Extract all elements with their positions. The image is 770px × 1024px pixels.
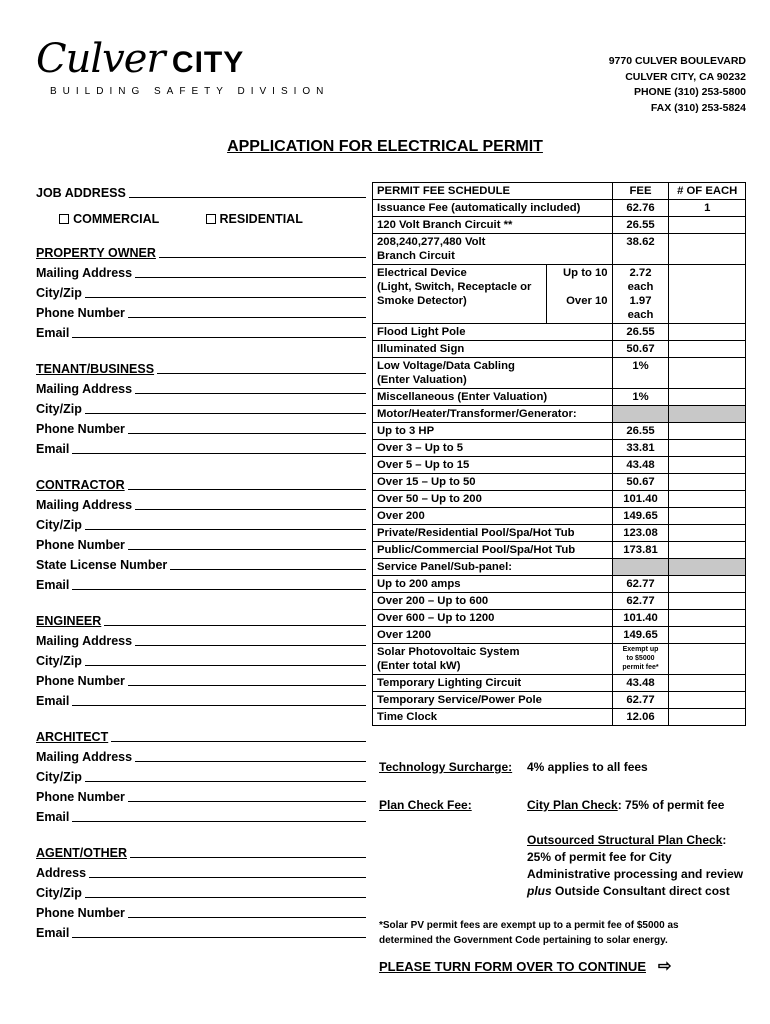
row-fee: 1% (612, 389, 669, 406)
row-fee: 43.48 (612, 457, 669, 474)
row-label: Over 600 – Up to 1200 (373, 610, 613, 627)
row-count[interactable] (669, 542, 746, 559)
input-line[interactable] (128, 536, 366, 550)
residential-checkbox[interactable] (206, 214, 216, 224)
field-label: Phone Number (36, 790, 125, 804)
row-count[interactable] (669, 341, 746, 358)
section-heading: TENANT/BUSINESS (36, 362, 155, 376)
section-heading-row (373, 406, 746, 423)
field-label: Phone Number (36, 306, 125, 320)
table-row (373, 324, 746, 341)
row-fee: 38.62 (612, 234, 669, 265)
section-heading-field[interactable] (36, 724, 366, 744)
input-line[interactable] (89, 864, 366, 878)
input-line[interactable] (128, 904, 366, 918)
solar-note-line: determined the Government Code pertaining to solar energy. (379, 935, 668, 946)
row-count[interactable] (669, 358, 746, 389)
form-field[interactable] (36, 416, 366, 436)
row-fee: 62.76 (612, 200, 669, 217)
form-field[interactable] (36, 648, 366, 668)
section-heading-field[interactable] (36, 840, 366, 860)
field-label: Mailing Address (36, 498, 133, 512)
device-tier-over: Over 10 (566, 295, 608, 307)
form-field[interactable] (36, 572, 366, 592)
table-row (373, 440, 746, 457)
header-schedule: PERMIT FEE SCHEDULE (373, 183, 613, 200)
address-line: FAX (310) 253-5824 (650, 101, 746, 114)
shaded-cell (612, 559, 669, 576)
row-count[interactable] (669, 627, 746, 644)
form-field[interactable] (36, 920, 366, 940)
form-field[interactable] (36, 880, 366, 900)
row-label: 120 Volt Branch Circuit ** (373, 217, 613, 234)
commercial-label: COMMERCIAL (73, 212, 160, 226)
row-label: Illuminated Sign (373, 341, 613, 358)
section-heading: AGENT/OTHER (36, 846, 127, 860)
form-field[interactable] (36, 376, 366, 396)
outsourced-colon: : (722, 833, 727, 847)
form-field[interactable] (36, 436, 366, 456)
row-count[interactable] (669, 675, 746, 692)
input-line[interactable] (135, 496, 366, 510)
table-row (373, 644, 746, 675)
section-heading: ARCHITECT (36, 730, 109, 744)
device-tiers (546, 265, 612, 324)
row-fee: 50.67 (612, 474, 669, 491)
row-label (373, 358, 613, 389)
outsourced-line: Outside Consultant direct cost (551, 884, 730, 898)
row-count[interactable] (669, 423, 746, 440)
address-line: 9770 CULVER BOULEVARD (608, 55, 746, 67)
row-label-line: 208,240,277,480 Volt (377, 236, 486, 248)
row-count[interactable]: 1 (669, 200, 746, 217)
contact-section (36, 240, 366, 340)
row-count[interactable] (669, 644, 746, 675)
row-label-line: Low Voltage/Data Cabling (377, 360, 515, 372)
field-label: Email (36, 694, 70, 708)
input-line[interactable] (72, 692, 366, 706)
table-row (373, 200, 746, 217)
row-label: Up to 3 HP (373, 423, 613, 440)
table-row (373, 576, 746, 593)
logo-city: CITY (171, 46, 245, 79)
input-line[interactable] (128, 304, 366, 318)
fee-unit: each (627, 281, 654, 293)
form-field[interactable] (36, 552, 366, 572)
field-label: Address (36, 866, 87, 880)
job-address-field[interactable] (36, 180, 366, 200)
row-fee: 62.77 (612, 576, 669, 593)
solar-note-line: *Solar PV permit fees are exempt up to a permit fee of $5000 as (379, 920, 679, 931)
row-label (373, 644, 613, 675)
field-label: City/Zip (36, 286, 82, 300)
table-header-row (373, 183, 746, 200)
field-label: Phone Number (36, 906, 125, 920)
row-count[interactable] (669, 265, 746, 324)
row-label: Over 3 – Up to 5 (373, 440, 613, 457)
row-label-line: (Light, Switch, Receptacle or (377, 281, 532, 293)
row-fee: 26.55 (612, 423, 669, 440)
row-fee (612, 265, 669, 324)
row-fee: 62.77 (612, 692, 669, 709)
row-count[interactable] (669, 440, 746, 457)
applicant-info-column (36, 180, 366, 940)
input-line[interactable] (130, 844, 366, 858)
row-label-line: (Enter Valuation) (377, 374, 467, 386)
form-field[interactable] (36, 804, 366, 824)
plan-check-label: Plan Check Fee: (379, 798, 472, 812)
table-row (373, 692, 746, 709)
tech-surcharge-label: Technology Surcharge: (379, 760, 513, 774)
row-label-line: Solar Photovoltaic System (377, 646, 520, 658)
row-count[interactable] (669, 474, 746, 491)
solar-footnote (379, 918, 749, 948)
form-field[interactable] (36, 764, 366, 784)
field-label: City/Zip (36, 402, 82, 416)
row-label: Up to 200 amps (373, 576, 613, 593)
row-fee: 33.81 (612, 440, 669, 457)
row-label: Flood Light Pole (373, 324, 613, 341)
input-line[interactable] (85, 884, 366, 898)
form-field[interactable] (36, 784, 366, 804)
row-label (373, 234, 613, 265)
city-plan-check-value: : 75% of permit fee (617, 798, 725, 812)
row-label-line: Smoke Detector) (377, 295, 467, 307)
right-arrow-icon: ⇨ (658, 958, 672, 975)
field-label: Mailing Address (36, 750, 133, 764)
input-line[interactable] (135, 264, 366, 278)
fee-value: 1.97 (629, 295, 652, 307)
table-row (373, 508, 746, 525)
section-heading: PROPERTY OWNER (36, 246, 156, 260)
field-label: Email (36, 810, 70, 824)
section-gap (36, 824, 366, 840)
row-count[interactable] (669, 709, 746, 726)
panel-heading: Service Panel/Sub-panel: (373, 559, 613, 576)
table-row (373, 474, 746, 491)
row-count[interactable] (669, 324, 746, 341)
turn-over-text: PLEASE TURN FORM OVER TO CONTINUE (379, 958, 646, 974)
header-count: # OF EACH (669, 183, 746, 200)
section-gap (36, 456, 366, 472)
row-label-line: (Enter total kW) (377, 660, 461, 672)
input-line[interactable] (157, 360, 366, 374)
turn-over-notice (379, 956, 749, 976)
field-label: Mailing Address (36, 382, 133, 396)
row-label: Over 15 – Up to 50 (373, 474, 613, 491)
row-label: Miscellaneous (Enter Valuation) (373, 389, 613, 406)
tech-surcharge-value: 4% applies to all fees (527, 760, 648, 774)
input-line[interactable] (159, 244, 366, 258)
row-fee: 12.06 (612, 709, 669, 726)
row-fee: 62.77 (612, 593, 669, 610)
fee-note: to $5000 (626, 655, 655, 662)
row-fee: 26.55 (612, 324, 669, 341)
form-field[interactable] (36, 512, 366, 532)
input-line[interactable] (72, 576, 366, 590)
row-count[interactable] (669, 457, 746, 474)
residential-option[interactable] (206, 212, 303, 226)
section-gap (36, 340, 366, 356)
form-field[interactable] (36, 900, 366, 920)
row-label (373, 265, 547, 324)
row-count[interactable] (669, 234, 746, 265)
input-line[interactable] (170, 556, 366, 570)
commercial-option[interactable] (59, 212, 159, 226)
row-count[interactable] (669, 692, 746, 709)
row-count[interactable] (669, 508, 746, 525)
field-label: Email (36, 442, 70, 456)
input-line[interactable] (85, 400, 366, 414)
property-type-row (36, 200, 366, 226)
row-fee: 1% (612, 358, 669, 389)
table-row (373, 709, 746, 726)
table-row (373, 675, 746, 692)
row-fee: 101.40 (612, 610, 669, 627)
table-row (373, 217, 746, 234)
fee-notes (379, 760, 749, 976)
job-address-label: JOB ADDRESS (36, 186, 126, 200)
row-label-line: Electrical Device (377, 267, 467, 279)
row-fee: 50.67 (612, 341, 669, 358)
input-line[interactable] (85, 768, 366, 782)
device-tier-upto: Up to 10 (563, 267, 608, 279)
row-count[interactable] (669, 491, 746, 508)
permit-fee-schedule (372, 182, 746, 726)
tech-surcharge (379, 760, 749, 798)
table-row (373, 525, 746, 542)
field-label: Phone Number (36, 674, 125, 688)
field-label: Phone Number (36, 538, 125, 552)
row-fee: 101.40 (612, 491, 669, 508)
row-fee: 149.65 (612, 508, 669, 525)
section-heading: CONTRACTOR (36, 478, 125, 492)
row-fee (612, 644, 669, 675)
input-line[interactable] (85, 652, 366, 666)
table-row (373, 542, 746, 559)
row-count[interactable] (669, 593, 746, 610)
section-gap (36, 592, 366, 608)
row-count[interactable] (669, 389, 746, 406)
address-block (609, 54, 746, 116)
row-label: Over 5 – Up to 15 (373, 457, 613, 474)
row-fee: 173.81 (612, 542, 669, 559)
outsourced-label: Outsourced Structural Plan Check (527, 833, 723, 847)
section-heading-row (373, 559, 746, 576)
fee-note: Exempt up (622, 646, 659, 653)
section-heading-field[interactable] (36, 472, 366, 492)
row-count[interactable] (669, 525, 746, 542)
row-label: Over 50 – Up to 200 (373, 491, 613, 508)
contact-section (36, 724, 366, 824)
field-label: City/Zip (36, 654, 82, 668)
outsourced-line: Administrative processing and review (527, 867, 744, 881)
logo-subtitle: BUILDING SAFETY DIVISION (50, 86, 330, 97)
job-address-line[interactable] (129, 184, 366, 198)
form-field[interactable] (36, 668, 366, 688)
fee-value: 2.72 (629, 267, 652, 279)
table-row (373, 358, 746, 389)
field-label: State License Number (36, 558, 168, 572)
outsourced-plan-check (527, 832, 749, 900)
table-row (373, 423, 746, 440)
input-line[interactable] (128, 420, 366, 434)
input-line[interactable] (72, 808, 366, 822)
contact-section (36, 608, 366, 708)
row-label: Over 1200 (373, 627, 613, 644)
row-label: Over 200 – Up to 600 (373, 593, 613, 610)
form-title: APPLICATION FOR ELECTRICAL PERMIT (227, 138, 543, 155)
form-field[interactable] (36, 300, 366, 320)
row-label: Time Clock (373, 709, 613, 726)
shaded-cell (669, 559, 746, 576)
row-label: Temporary Service/Power Pole (373, 692, 613, 709)
field-label: Mailing Address (36, 266, 133, 280)
form-field[interactable] (36, 280, 366, 300)
shaded-cell (612, 406, 669, 423)
row-count[interactable] (669, 610, 746, 627)
row-label-line: Branch Circuit (377, 250, 455, 262)
contact-section (36, 472, 366, 592)
input-line[interactable] (128, 476, 366, 490)
input-line[interactable] (72, 440, 366, 454)
fee-note: permit fee* (622, 664, 659, 671)
form-field[interactable] (36, 320, 366, 340)
form-field[interactable] (36, 744, 366, 764)
table-row (373, 234, 746, 265)
row-label: Public/Commercial Pool/Spa/Hot Tub (373, 542, 613, 559)
row-label: Temporary Lighting Circuit (373, 675, 613, 692)
input-line[interactable] (128, 788, 366, 802)
commercial-checkbox[interactable] (59, 214, 69, 224)
form-field[interactable] (36, 688, 366, 708)
field-label: Email (36, 926, 70, 940)
input-line[interactable] (135, 380, 366, 394)
table-row (373, 265, 746, 324)
shaded-cell (669, 406, 746, 423)
input-line[interactable] (72, 324, 366, 338)
form-field[interactable] (36, 492, 366, 512)
residential-label: RESIDENTIAL (219, 212, 303, 226)
field-label: City/Zip (36, 770, 82, 784)
row-label: Over 200 (373, 508, 613, 525)
table-row (373, 610, 746, 627)
row-label: Private/Residential Pool/Spa/Hot Tub (373, 525, 613, 542)
field-label: Phone Number (36, 422, 125, 436)
motor-heading: Motor/Heater/Transformer/Generator: (373, 406, 613, 423)
row-label: Issuance Fee (automatically included) (373, 200, 613, 217)
input-line[interactable] (104, 612, 366, 626)
table-row (373, 457, 746, 474)
row-fee: 149.65 (612, 627, 669, 644)
form-field[interactable] (36, 628, 366, 648)
section-heading-field[interactable] (36, 240, 366, 260)
city-plan-check-label: City Plan Check (527, 798, 618, 812)
field-label: Email (36, 578, 70, 592)
section-heading: ENGINEER (36, 614, 102, 628)
contact-section (36, 356, 366, 456)
row-fee: 43.48 (612, 675, 669, 692)
row-fee: 123.08 (612, 525, 669, 542)
contact-section (36, 840, 366, 940)
logo-script: Culver (36, 36, 165, 82)
fee-unit: each (627, 309, 654, 321)
section-gap (36, 708, 366, 724)
section-heading-field[interactable] (36, 356, 366, 376)
form-field[interactable] (36, 396, 366, 416)
outsourced-line: 25% of permit fee for City (527, 850, 672, 864)
input-line[interactable] (135, 632, 366, 646)
table-row (373, 491, 746, 508)
plan-check-fee (379, 798, 749, 832)
field-label: Mailing Address (36, 634, 133, 648)
input-line[interactable] (111, 728, 366, 742)
input-line[interactable] (128, 672, 366, 686)
input-line[interactable] (85, 284, 366, 298)
header-fee: FEE (612, 183, 669, 200)
input-line[interactable] (72, 924, 366, 938)
address-line: CULVER CITY, CA 90232 (625, 70, 746, 83)
row-fee: 26.55 (612, 217, 669, 234)
contact-sections (36, 240, 366, 940)
row-count[interactable] (669, 217, 746, 234)
field-label: City/Zip (36, 518, 82, 532)
section-heading-field[interactable] (36, 608, 366, 628)
form-field[interactable] (36, 860, 366, 880)
outsourced-plus: plus (527, 884, 552, 898)
field-label: City/Zip (36, 886, 82, 900)
row-count[interactable] (669, 576, 746, 593)
field-label: Email (36, 326, 70, 340)
form-field[interactable] (36, 532, 366, 552)
table-row (373, 389, 746, 406)
input-line[interactable] (135, 748, 366, 762)
table-row (373, 593, 746, 610)
form-field[interactable] (36, 260, 366, 280)
culver-city-logo (36, 36, 329, 97)
table-row (373, 627, 746, 644)
input-line[interactable] (85, 516, 366, 530)
table-row (373, 341, 746, 358)
address-line: PHONE (310) 253-5800 (633, 86, 746, 98)
